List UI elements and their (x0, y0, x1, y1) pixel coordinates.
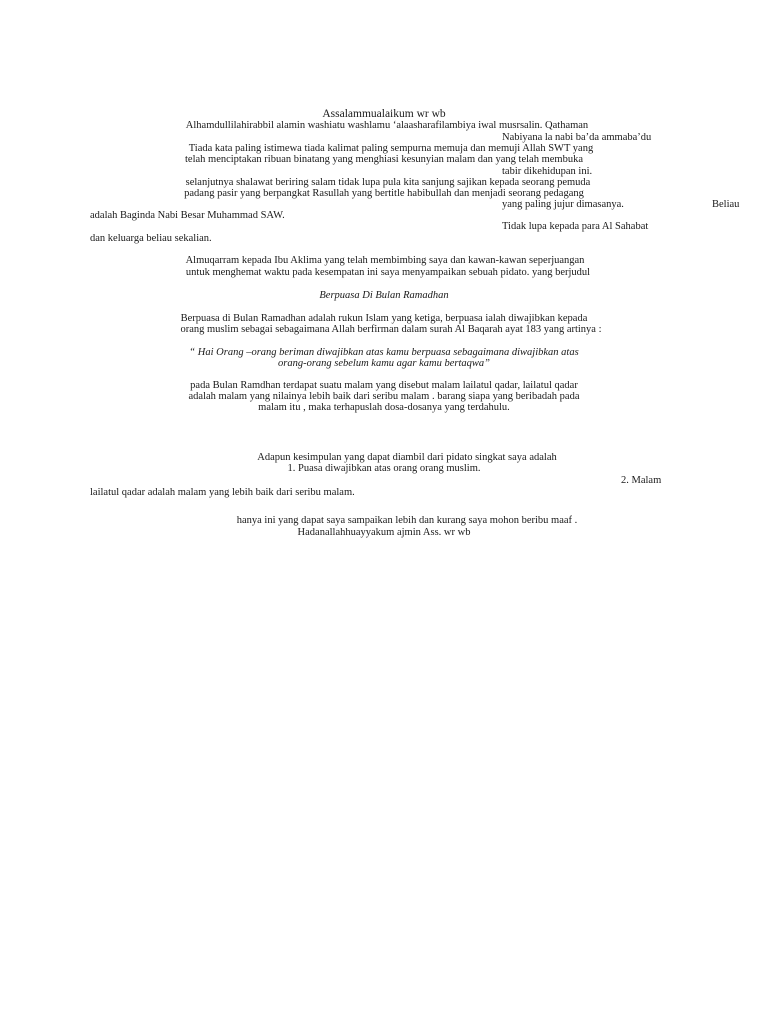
body-line-1: Berpuasa di Bulan Ramadhan adalah rukun Islam yang ketiga, berpuasa ialah diwajibkan kepada (180, 313, 588, 324)
sahabat-line-1: Tidak lupa kepada para Al Sahabat (502, 221, 649, 232)
qadar-line-2: adalah malam yang nilainya lebih baik dari seribu malam . barang siapa yang beribadah pada (188, 391, 580, 402)
praise-line-2: telah menciptakan ribuan binatang yang menghiasi kesunyian malam dan yang telah membuka (184, 154, 584, 165)
shalawat-line-5: adalah Baginda Nabi Besar Muhammad SAW. (90, 210, 285, 221)
shalawat-line-3: yang paling jujur dimasanya. (502, 199, 624, 210)
conclusion-point-2-end: lailatul qadar adalah malam yang lebih baik dari seribu malam. (90, 487, 355, 498)
shalawat-line-4: Beliau (712, 199, 740, 210)
body-line-2: orang muslim sebagai sebagaimana Allah berfirman dalam surah Al Baqarah ayat 183 yang artinya : (180, 324, 602, 335)
thanks-line-2: untuk menghemat waktu pada kesempatan ini saya menyampaikan sebuah pidato. yang berjudul (185, 267, 591, 278)
quote-line-1: “ Hai Orang –orang beriman diwajibkan atas kamu berpuasa sebagaimana diwajibkan atas (189, 347, 579, 358)
sahabat-line-2: dan keluarga beliau sekalian. (90, 233, 212, 244)
qadar-line-3: malam itu , maka terhapuslah dosa-dosanya yang terdahulu. (258, 402, 510, 413)
conclusion-point-1: 1. Puasa diwajibkan atas orang orang muslim. (287, 463, 481, 474)
conclusion-point-2-start: 2. Malam (621, 475, 662, 486)
quote-line-2: orang-orang sebelum kamu agar kamu bertaqwa” (277, 358, 491, 369)
closing-line-2: Hadanallahhuayyakum ajmin Ass. wr wb (297, 527, 471, 538)
conclusion-intro: Adapun kesimpulan yang dapat diambil dari pidato singkat saya adalah (257, 452, 557, 463)
closing-line-1: hanya ini yang dapat saya sampaikan lebih dan kurang saya mohon beribu maaf . (236, 515, 578, 526)
opening-line-2: Nabiyana la nabi ba’da ammaba’du (502, 132, 652, 143)
praise-line-1: Tiada kata paling istimewa tiada kalimat paling sempurna memuja dan memuji Allah SWT yang (188, 143, 594, 154)
thanks-line-1: Almuqarram kepada Ibu Aklima yang telah membimbing saya dan kawan-kawan seperjuangan (185, 255, 585, 266)
shalawat-line-2: padang pasir yang berpangkat Rasullah yang bertitle habibullah dan menjadi seorang pedagang (184, 188, 584, 199)
speech-title: Berpuasa Di Bulan Ramadhan (319, 290, 449, 301)
praise-line-3: tabir dikehidupan ini. (502, 166, 593, 177)
opening-line-1: Alhamdullilahirabbil alamin washiatu washlamu ‘alaasharafilambiya iwal musrsalin. Qathaman (185, 120, 589, 131)
shalawat-line-1: selanjutnya shalawat beriring salam tidak lupa pula kita sanjung sajikan kepada seorang pemuda (185, 177, 591, 188)
qadar-line-1: pada Bulan Ramdhan terdapat suatu malam yang disebut malam lailatul qadar, lailatul qadar (190, 380, 578, 391)
greeting-line: Assalammualaikum wr wb (322, 108, 446, 120)
